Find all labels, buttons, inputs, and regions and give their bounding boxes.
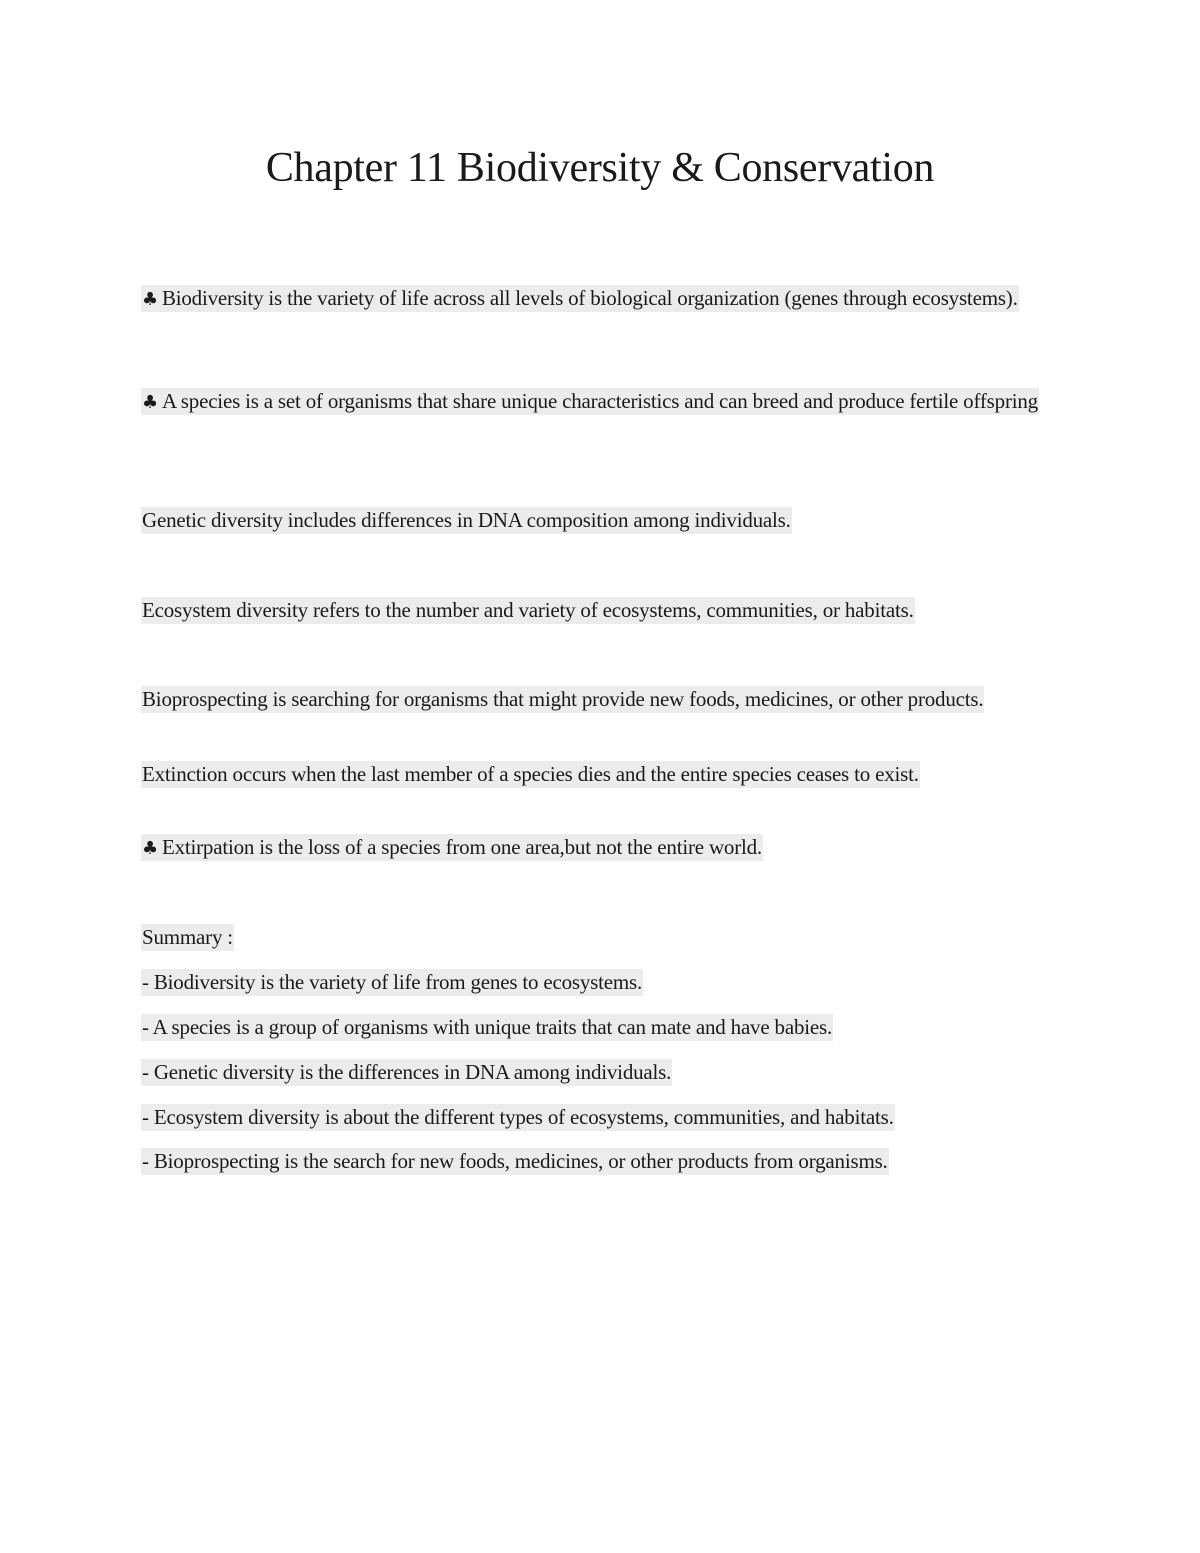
paragraph-extinction <box>141 760 1041 789</box>
summary-heading-text: Summary : <box>142 925 233 949</box>
club-bullet-icon: ♣ <box>142 838 158 859</box>
paragraph-text: Bioprospecting is searching for organisms that might provide new foods, medicines, or other products. <box>142 687 984 711</box>
summary-item <box>141 1013 1041 1042</box>
paragraph-text: Extirpation is the loss of a species from one area,but not the entire world. <box>161 835 762 859</box>
summary-heading <box>141 923 1041 952</box>
summary-item <box>141 1058 1041 1087</box>
paragraph-bioprospecting <box>141 685 1041 714</box>
club-bullet-icon: ♣ <box>142 289 158 310</box>
summary-item-text: - Biodiversity is the variety of life from genes to ecosystems. <box>142 970 643 994</box>
paragraph-text: Genetic diversity includes differences in DNA composition among individuals. <box>142 508 791 532</box>
summary-item <box>141 1103 1041 1132</box>
paragraph-text: A species is a set of organisms that share unique characteristics and can breed and produce fertile offspring <box>161 389 1038 413</box>
paragraph-genetic-diversity <box>141 506 1041 535</box>
paragraph-text: Ecosystem diversity refers to the number and variety of ecosystems, communities, or habitats. <box>142 598 914 622</box>
club-bullet-icon: ♣ <box>142 392 158 413</box>
paragraph-species <box>141 387 1041 417</box>
page-title: Chapter 11 Biodiversity & Conservation <box>265 145 935 191</box>
summary-item <box>141 1147 1041 1176</box>
summary-item-text: - Ecosystem diversity is about the different types of ecosystems, communities, and habitats. <box>142 1105 894 1129</box>
summary-item-text: - Bioprospecting is the search for new foods, medicines, or other products from organisms. <box>142 1149 888 1173</box>
paragraph-text: Biodiversity is the variety of life across all levels of biological organization (genes through ecosystems). <box>161 286 1018 310</box>
paragraph-ecosystem-diversity <box>141 596 1041 625</box>
summary-item-text: - A species is a group of organisms with unique traits that can mate and have babies. <box>142 1015 833 1039</box>
paragraph-text: Extinction occurs when the last member of a species dies and the entire species ceases to exist. <box>142 762 919 786</box>
summary-item-text: - Genetic diversity is the differences in DNA among individuals. <box>142 1060 672 1084</box>
paragraph-biodiversity <box>141 284 1041 314</box>
paragraph-extirpation <box>141 833 1041 863</box>
summary-item <box>141 968 1041 997</box>
